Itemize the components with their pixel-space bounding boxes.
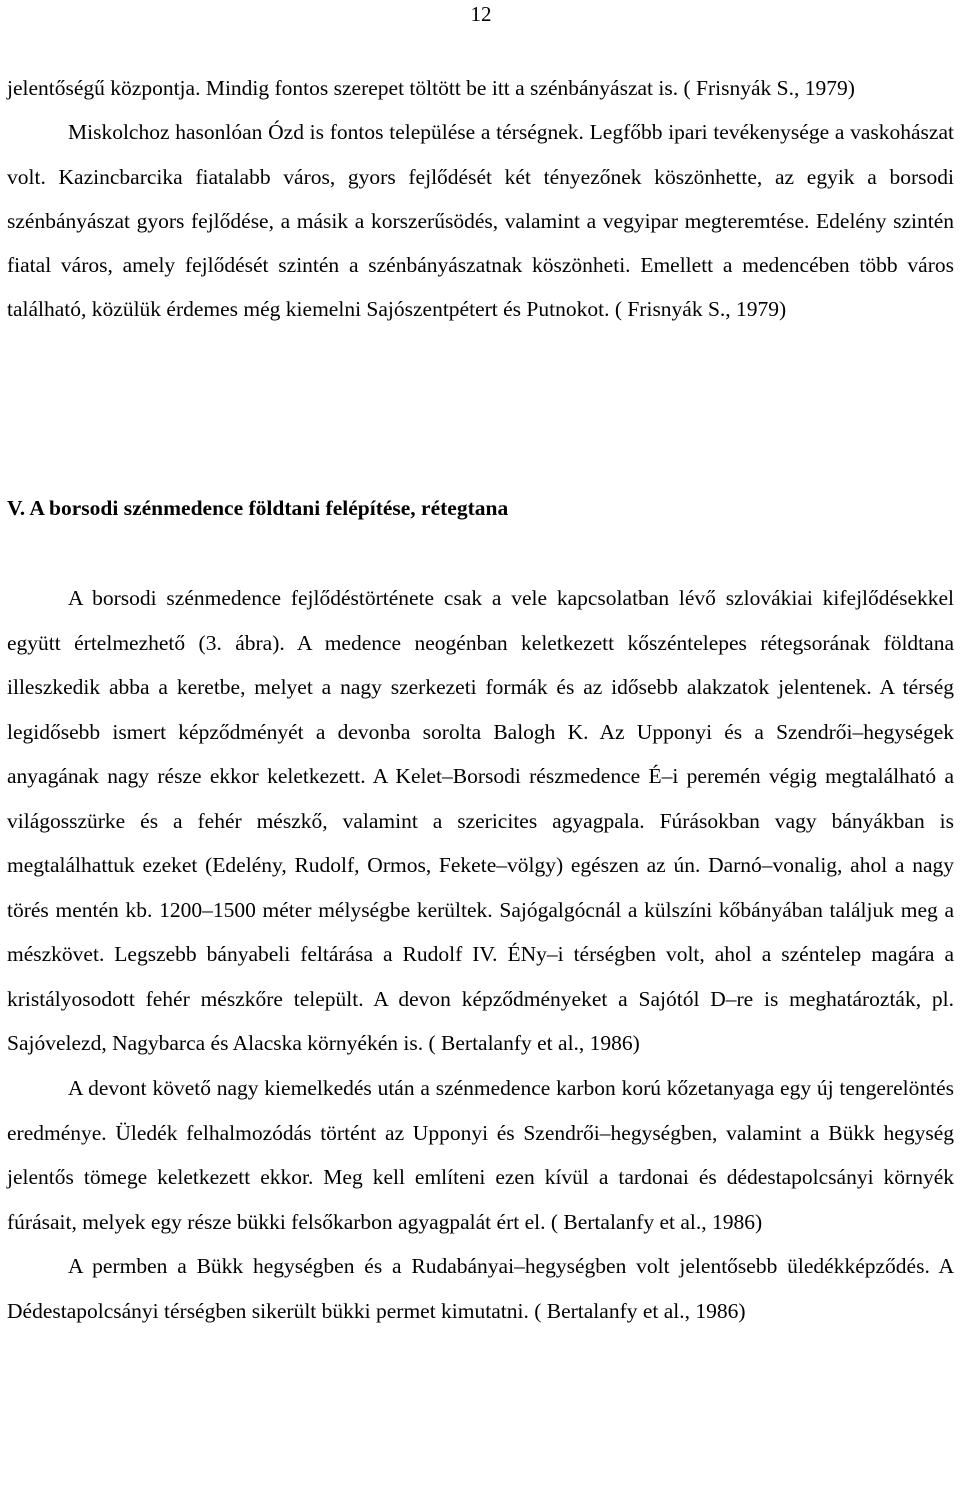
paragraph-geology-devon: A borsodi szénmedence fejlődéstörténete csak a vele kapcsolatban lévő szlovákiai kifejlődésekkel együtt értelmezhető (3. ábra). A medence neogénban keletkezett kőszéntelepes rétegsorának földtana illeszkedik abba a keretbe, melyet a nagy szerkezeti formák és az idősebb alakzatok jelentenek. A térség legidősebb ismert képződményét a devonba sorolta Balogh K. Az Upponyi és a Szendrői–hegységek anyagának nagy része ekkor keletkezett. A Kelet–Borsodi részmedence É–i peremén végig megtalálható a világosszürke és a fehér mészkő, valamint a szericites agyagpala. Fúrásokban vagy bányákban is megtalálhattuk ezeket (Edelény, Rudolf, Ormos, Fekete–völgy) egészen az ún. Darnó–vonalig, ahol a nagy törés mentén kb. 1200–1500 méter mélységbe kerültek. Sajógalgócnál a külszíni kőbányában találjuk meg a mészkövet. Legszebb bányabeli feltárása a Rudolf IV. ÉNy–i térségben volt, ahol a széntelep magára a kristályosodott fehér mészkőre települt. A devon képződményeket a Sajótól D–re is meghatározták, pl. Sajóvelezd, Nagybarca és Alacska környékén is. ( Bertalanfy et al., 1986) xyxy=(7,586,954,1056)
paragraph-continuation: jelentőségű központja. Mindig fontos szerepet töltött be itt a szénbányászat is. ( Frisnyák S., 1979) xyxy=(7,76,855,100)
paragraph-geology-perm: A permben a Bükk hegységben és a Rudabányai–hegységben volt jelentősebb üledékképződés. A Dédestapolcsányi térségben sikerült bükki permet kimutatni. ( Bertalanfy et al., 1986) xyxy=(7,1254,954,1323)
intro-text xyxy=(7,66,954,332)
page-number: 12 xyxy=(470,2,492,26)
paragraph-geology-carbon: A devont követő nagy kiemelkedés után a szénmedence karbon korú kőzetanyaga egy új tengerelöntés eredménye. Üledék felhalmozódás történt az Upponyi és Szendrői–hegységben, valamint a Bükk hegység jelentős tömege keletkezett ekkor. Meg kell említeni ezen kívül a tardonai és dédestapolcsányi környék fúrásait, melyek egy része bükki felsőkarbon agyagpalát ért el. ( Bertalanfy et al., 1986) xyxy=(7,1076,954,1234)
paragraph-cities: Miskolchoz hasonlóan Ózd is fontos települése a térségnek. Legfőbb ipari tevékenysége a vaskohászat volt. Kazincbarcika fiatalabb város, gyors fejlődését két tényezőnek köszönhette, az egyik a borsodi szénbányászat gyors fejlődése, a másik a korszerűsödés, valamint a vegyipar megteremtése. Edelény szintén fiatal város, amely fejlődését szintén a szénbányászatnak köszönheti. Emellett a medencében több város található, közülük érdemes még kiemelni Sajószentpétert és Putnokot. ( Frisnyák S., 1979) xyxy=(7,120,954,322)
section-heading: V. A borsodi szénmedence földtani felépítése, rétegtana xyxy=(7,496,509,520)
section-text xyxy=(7,576,954,1333)
